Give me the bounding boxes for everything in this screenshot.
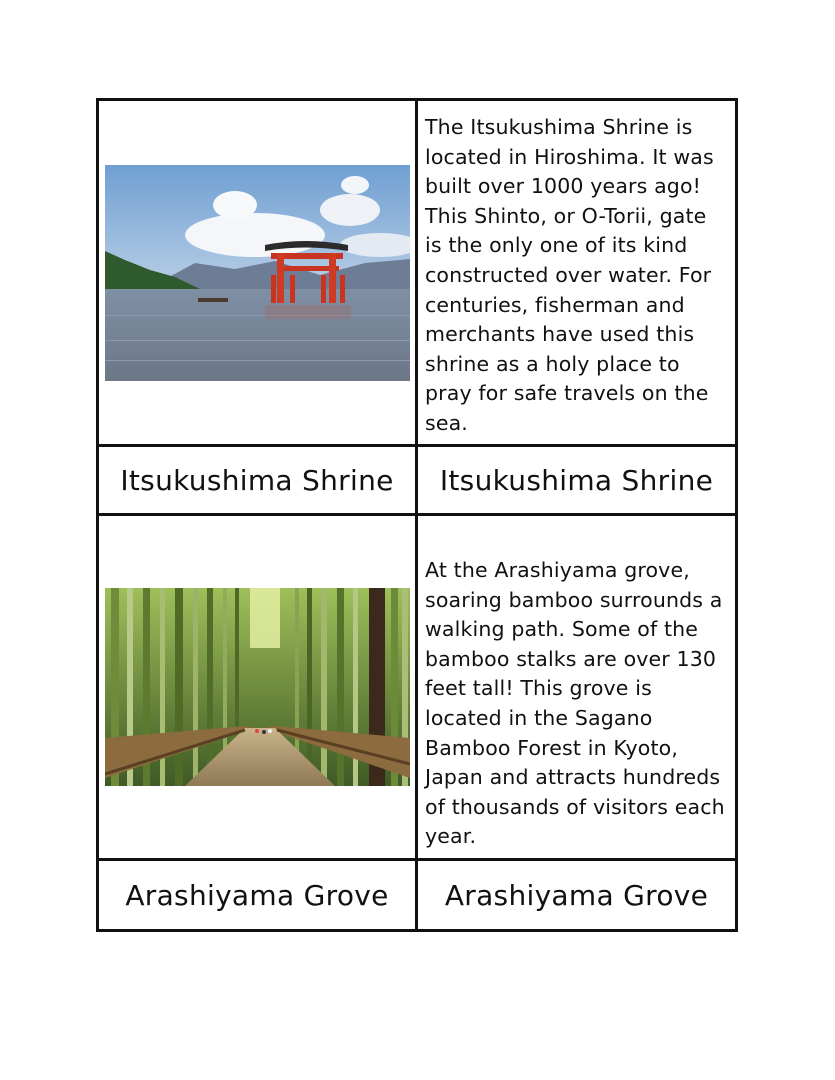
bamboo-grove-photo — [105, 588, 410, 786]
three-part-cards-grid — [96, 98, 738, 932]
card1-description: The Itsukushima Shrine is located in Hiroshima. It was built over 1000 years ago! This Shinto, or O-Torii, gate is the only one of its kind constructed over water. For centuries, fisherman and merchants have used this shrine as a holy place to pray for safe travels on the sea. — [415, 98, 738, 447]
card2-photo-cell — [96, 513, 418, 861]
card2-name-label: Arashiyama Grove — [415, 858, 738, 932]
torii-gate-photo — [105, 165, 410, 381]
card1-name-label: Itsukushima Shrine — [415, 444, 738, 516]
card2-picture-label: Arashiyama Grove — [96, 858, 418, 932]
card1-photo-cell — [96, 98, 418, 447]
card2-description: At the Arashiyama grove, soaring bamboo surrounds a walking path. Some of the bamboo stalks are over 130 feet tall! This grove is located in the Sagano Bamboo Forest in Kyoto, Japan and attracts hundreds of thousands of visitors each year. — [415, 513, 738, 861]
card1-picture-label: Itsukushima Shrine — [96, 444, 418, 516]
